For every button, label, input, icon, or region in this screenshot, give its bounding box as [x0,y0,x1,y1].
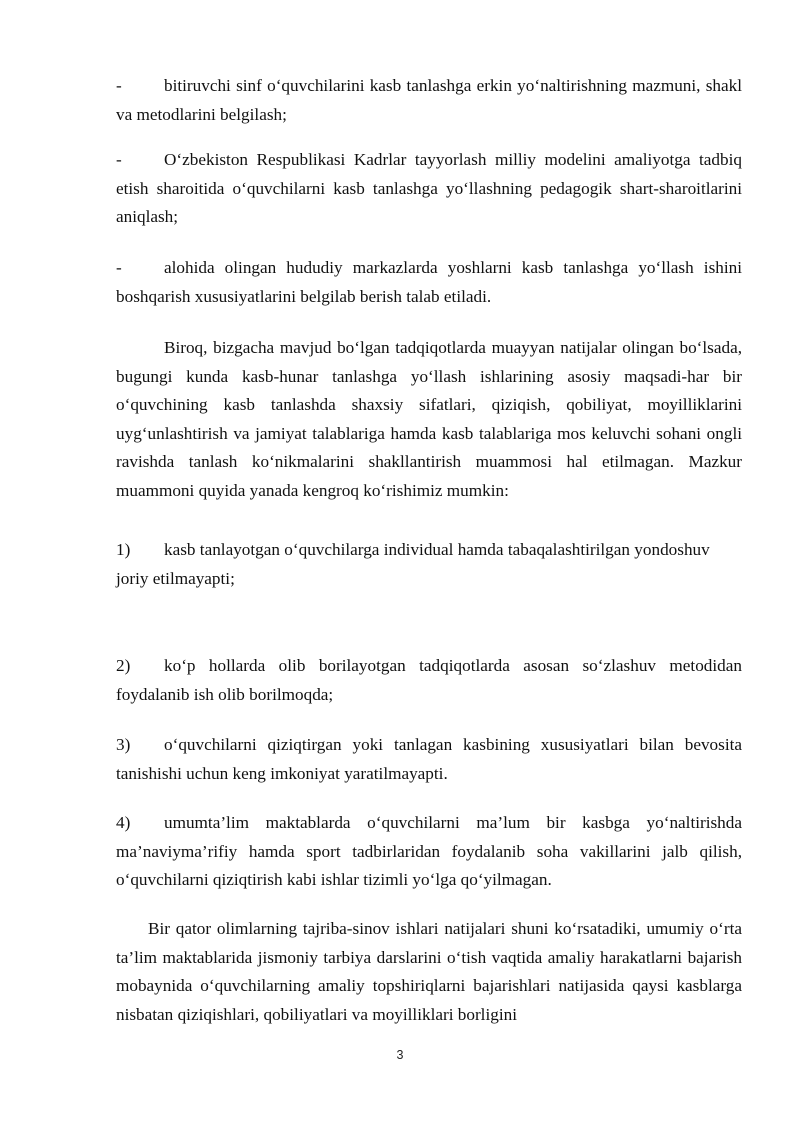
list-marker: 2) [116,656,131,675]
list-marker: 3) [116,735,131,754]
list-item [116,652,742,709]
list-marker: - [116,150,122,169]
list-item [116,731,742,788]
list-item [116,536,742,593]
list-item-text: o‘quvchilarni qiziqtirgan yoki tanlagan kasbining xususiyatlari bilan bevosita tanishishi uchun keng imkoniyat yaratilmayapti. [116,735,742,783]
list-item [116,254,742,311]
list-item-text: umumta’lim maktablarda o‘quvchilarni ma’lum bir kasbga yo‘naltirishda ma’naviyma’rifiy hamda sport tadbirlaridan foydalanib soha vakillarini jalb qilish, o‘quvchilarni qiziqtirish kabi ishlar tizimli yo‘lga qo‘yilmagan. [116,813,742,890]
body-paragraph: Biroq, bizgacha mavjud bo‘lgan tadqiqotlarda muayyan natijalar olingan bo‘lsada, bugungi kunda kasb-hunar tanlashga yo‘llash ishlarining asosiy maqsadi-har bir o‘quvchining kasb tanlashda shaxsiy sifatlari, qiziqish, qobiliyat, moyilliklarini uyg‘unlashtirish va jamiyat talablariga hamda kasb talablariga mos keluvchi sohani ongli ravishda tanlash ko‘nikmalarini shakllantirish muammosi hal etilmagan. Mazkur muammoni quyida yanada kengroq ko‘rishimiz mumkin: [116,338,742,500]
list-item-text: alohida olingan hududiy markazlarda yoshlarni kasb tanlashga yo‘llash ishini boshqarish xususiyatlarini belgilab berish talab etiladi. [116,258,742,306]
list-item-text: ko‘p hollarda olib borilayotgan tadqiqotlarda asosan so‘zlashuv metodidan foydalanib ish olib borilmoqda; [116,656,742,704]
list-item [116,809,742,895]
list-marker: 4) [116,813,131,832]
list-marker: 1) [116,540,131,559]
body-paragraph: Bir qator olimlarning tajriba-sinov ishlari natijalari shuni ko‘rsatadiki, umumiy o‘rta ta’lim maktablarida jismoniy tarbiya darslarini o‘tish vaqtida amaliy harakatlarni bajarish mobaynida o‘quvchilarning amaliy topshiriqlarni bajarishlari natijasida qaysi kasblarga nisbatan qiziqishlari, qobiliyatlari va moyilliklari borligini [116,919,742,1024]
list-item-text: kasb tanlayotgan o‘quvchilarga individual hamda tabaqalashtirilgan yondoshuv [164,540,710,559]
list-item-text: O‘zbekiston Respublikasi Kadrlar tayyorlash milliy modelini amaliyotga tadbiq etish sharoitida o‘quvchilarni kasb tanlashga yo‘llashning pedagogik shart-sharoitlarini aniqlash; [116,150,742,227]
list-item-continuation: joriy etilmayapti; [116,568,235,588]
list-item-text: bitiruvchi sinf o‘quvchilarini kasb tanlashga erkin yo‘naltirishning mazmuni, shakl va metodlarini belgilash; [116,76,742,124]
list-item [116,72,742,129]
list-marker: - [116,258,122,277]
page-number: 3 [396,1048,404,1062]
list-item [116,146,742,232]
list-marker: - [116,76,122,95]
